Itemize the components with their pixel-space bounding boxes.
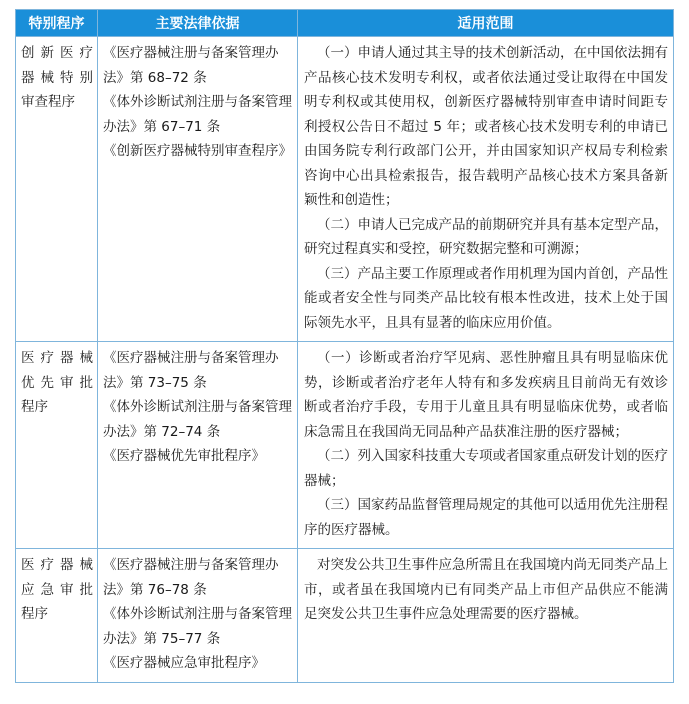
law-reference: 《体外诊断试剂注册与备案管理办法》第 67–71 条 xyxy=(103,94,292,135)
procedure-name-line: 应急审批 xyxy=(21,581,93,598)
table-row xyxy=(16,549,674,683)
law-reference: 《医疗器械优先审批程序》 xyxy=(103,448,265,464)
table-row xyxy=(16,37,674,342)
header-procedure: 特别程序 xyxy=(16,10,98,37)
procedure-name-cell xyxy=(16,37,98,342)
procedure-name-line: 医疗器械 xyxy=(21,350,93,366)
legal-basis-cell xyxy=(98,37,298,342)
legal-basis-cell xyxy=(98,549,298,683)
header-scope: 适用范围 xyxy=(298,10,674,37)
scope-paragraph: （三）国家药品监督管理局规定的其他可以适用优先注册程序的医疗器械。 xyxy=(304,497,668,538)
procedure-name-line: 程序 xyxy=(21,399,48,415)
law-reference: 《医疗器械注册与备案管理办法》第 76–78 条 xyxy=(103,557,279,598)
header-legal-basis: 主要法律依据 xyxy=(98,10,298,37)
legal-basis-cell xyxy=(98,342,298,549)
procedure-name-line: 器械特别 xyxy=(21,69,93,86)
procedure-name-cell xyxy=(16,342,98,549)
table-header-row xyxy=(16,10,674,37)
law-reference: 《医疗器械注册与备案管理办法》第 68–72 条 xyxy=(103,45,279,86)
table-row xyxy=(16,342,674,549)
scope-paragraph: （二）申请人已完成产品的前期研究并具有基本定型产品，研究过程真实和受控，研究数据完整和可溯源； xyxy=(304,216,668,257)
scope-cell xyxy=(298,549,674,683)
special-procedures-table xyxy=(15,9,674,683)
scope-paragraph: （一）诊断或者治疗罕见病、恶性肿瘤且具有明显临床优势，诊断或者治疗老年人特有和多发疾病且目前尚无有效诊断或者治疗手段，专用于儿童且具有明显临床优势，或者临床急需且在我国尚无同品种产品获准注册的医疗器械； xyxy=(304,350,668,440)
procedure-name-cell xyxy=(16,549,98,683)
scope-cell xyxy=(298,37,674,342)
scope-paragraph: 对突发公共卫生事件应急所需且在我国境内尚无同类产品上市，或者虽在我国境内已有同类产品上市但产品供应不能满足突发公共卫生事件应急处理需要的医疗器械。 xyxy=(304,557,668,622)
scope-paragraph: （二）列入国家科技重大专项或者国家重点研发计划的医疗器械； xyxy=(304,448,668,489)
procedure-name-line: 审查程序 xyxy=(21,94,75,110)
procedure-name-line: 创新医疗 xyxy=(21,45,93,61)
procedure-name-line: 优先审批 xyxy=(21,374,93,391)
scope-paragraph: （三）产品主要工作原理或者作用机理为国内首创，产品性能或者安全性与同类产品比较有根本性改进，技术上处于国际领先水平，且具有显著的临床应用价值。 xyxy=(304,265,668,331)
law-reference: 《体外诊断试剂注册与备案管理办法》第 75–77 条 xyxy=(103,606,292,647)
law-reference: 《体外诊断试剂注册与备案管理办法》第 72–74 条 xyxy=(103,399,292,440)
procedures-table-wrapper xyxy=(15,9,673,683)
law-reference: 《医疗器械应急审批程序》 xyxy=(103,655,265,671)
scope-paragraph: （一）申请人通过其主导的技术创新活动，在中国依法拥有产品核心技术发明专利权，或者依法通过受让取得在中国发明专利权或其使用权，创新医疗器械特别审查申请时间距专利授权公告日不超过 5 年；或者核心技术发明专利的申请已由国务院专利行政部门公开，并由国家知识产权局专利检索咨询中心出具检索报告，报告载明产品核心技术方案具备新颖性和创造性； xyxy=(304,45,668,208)
law-reference: 《医疗器械注册与备案管理办法》第 73–75 条 xyxy=(103,350,279,391)
procedure-name-line: 医疗器械 xyxy=(21,557,93,573)
law-reference: 《创新医疗器械特别审查程序》 xyxy=(103,143,292,159)
scope-cell xyxy=(298,342,674,549)
procedure-name-line: 程序 xyxy=(21,606,48,622)
